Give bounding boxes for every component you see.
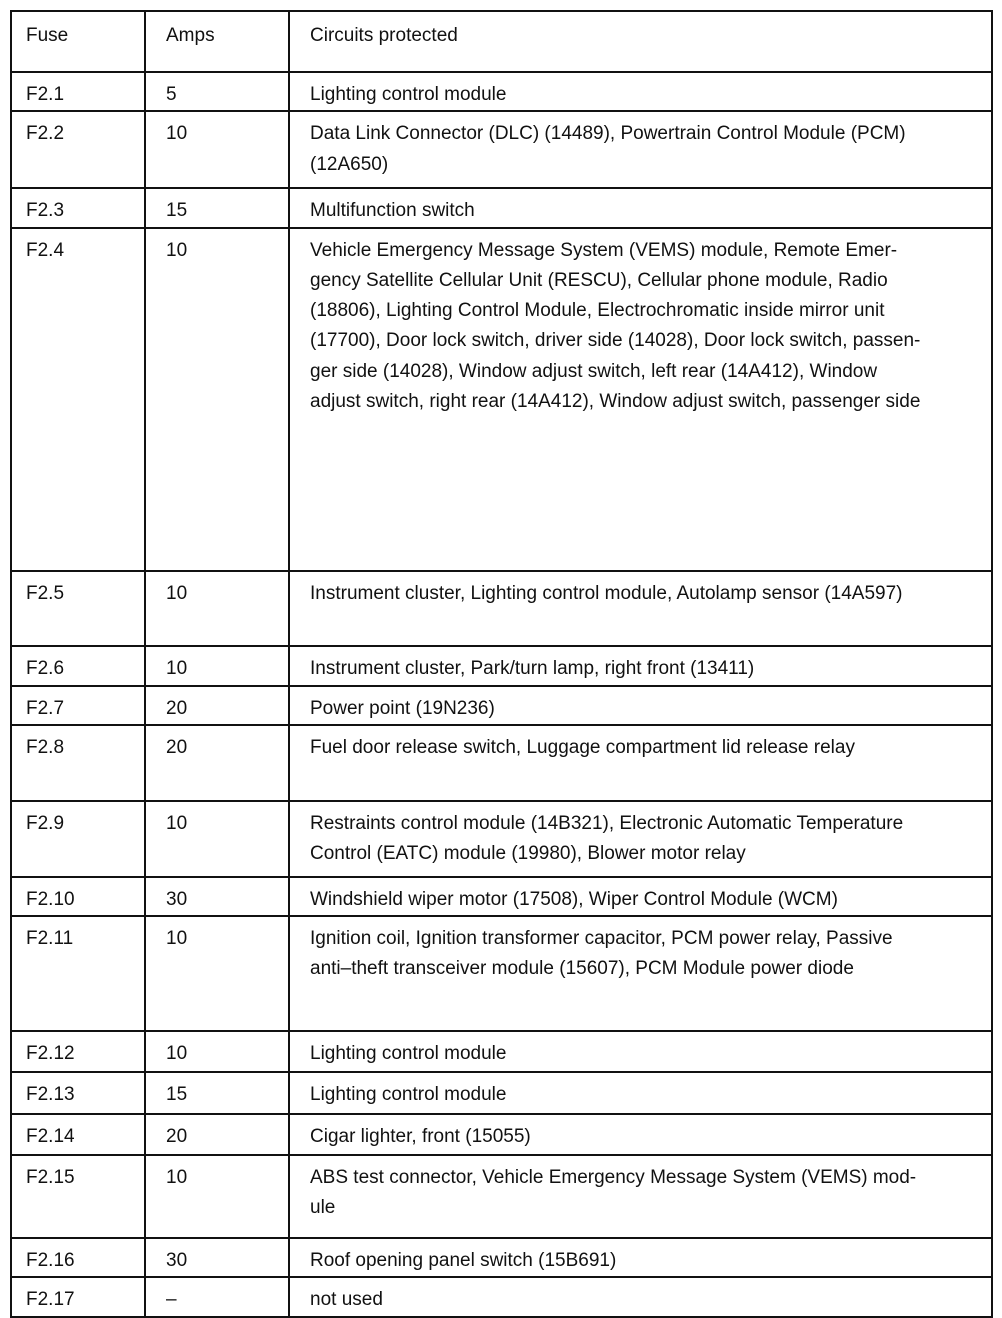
circuits-cell: not used bbox=[289, 1277, 992, 1316]
circuits-cell: Restraints control module (14B321), Electronic Automatic Temperature Control (EATC) module (19980), Blower motor relay bbox=[289, 801, 992, 877]
circuits-cell: ABS test connector, Vehicle Emergency Message System (VEMS) mod- ule bbox=[289, 1155, 992, 1238]
header-amps: Amps bbox=[145, 11, 289, 72]
amps-cell: 5 bbox=[145, 72, 289, 111]
circuits-cell: Instrument cluster, Park/turn lamp, right front (13411) bbox=[289, 646, 992, 686]
table-row bbox=[11, 1155, 992, 1238]
table-row bbox=[11, 725, 992, 801]
circuits-cell: Cigar lighter, front (15055) bbox=[289, 1114, 992, 1155]
circuits-cell: Data Link Connector (DLC) (14489), Powertrain Control Module (PCM) (12A650) bbox=[289, 111, 992, 188]
fuse-cell: F2.17 bbox=[11, 1277, 145, 1316]
table-row bbox=[11, 111, 992, 188]
table-row bbox=[11, 1238, 992, 1277]
amps-cell: 10 bbox=[145, 646, 289, 686]
fuse-cell: F2.16 bbox=[11, 1238, 145, 1277]
circuits-cell: Multifunction switch bbox=[289, 188, 992, 227]
table-row bbox=[11, 916, 992, 1031]
circuits-cell: Power point (19N236) bbox=[289, 686, 992, 725]
header-row bbox=[11, 11, 992, 72]
amps-cell: 20 bbox=[145, 725, 289, 801]
fuse-cell: F2.13 bbox=[11, 1072, 145, 1114]
circuits-cell: Lighting control module bbox=[289, 1072, 992, 1114]
fuse-cell: F2.9 bbox=[11, 801, 145, 877]
amps-cell: 10 bbox=[145, 916, 289, 1031]
amps-cell: 10 bbox=[145, 111, 289, 188]
fuse-cell: F2.7 bbox=[11, 686, 145, 725]
table-row bbox=[11, 801, 992, 877]
fuse-cell: F2.2 bbox=[11, 111, 145, 188]
amps-cell: 10 bbox=[145, 228, 289, 571]
table-row bbox=[11, 686, 992, 725]
amps-cell: 20 bbox=[145, 686, 289, 725]
table-row bbox=[11, 1114, 992, 1155]
fuse-cell: F2.15 bbox=[11, 1155, 145, 1238]
table-row bbox=[11, 188, 992, 227]
circuits-cell: Instrument cluster, Lighting control module, Autolamp sensor (14A597) bbox=[289, 571, 992, 646]
circuits-cell: Roof opening panel switch (15B691) bbox=[289, 1238, 992, 1277]
circuits-cell: Fuel door release switch, Luggage compartment lid release relay bbox=[289, 725, 992, 801]
fuse-table bbox=[10, 10, 993, 1318]
fuse-cell: F2.14 bbox=[11, 1114, 145, 1155]
amps-cell: 10 bbox=[145, 571, 289, 646]
table-row bbox=[11, 646, 992, 686]
amps-cell: 10 bbox=[145, 1031, 289, 1072]
amps-cell: 15 bbox=[145, 188, 289, 227]
fuse-cell: F2.8 bbox=[11, 725, 145, 801]
table-row bbox=[11, 1072, 992, 1114]
table-row bbox=[11, 1031, 992, 1072]
amps-cell: 15 bbox=[145, 1072, 289, 1114]
fuse-cell: F2.12 bbox=[11, 1031, 145, 1072]
amps-cell: 30 bbox=[145, 877, 289, 916]
fuse-cell: F2.3 bbox=[11, 188, 145, 227]
header-circuits: Circuits protected bbox=[289, 11, 992, 72]
fuse-cell: F2.11 bbox=[11, 916, 145, 1031]
fuse-cell: F2.1 bbox=[11, 72, 145, 111]
table-row bbox=[11, 877, 992, 916]
amps-cell: 20 bbox=[145, 1114, 289, 1155]
fuse-cell: F2.10 bbox=[11, 877, 145, 916]
table-row bbox=[11, 1277, 992, 1316]
amps-cell: 10 bbox=[145, 801, 289, 877]
circuits-cell: Lighting control module bbox=[289, 72, 992, 111]
circuits-cell: Windshield wiper motor (17508), Wiper Control Module (WCM) bbox=[289, 877, 992, 916]
circuits-cell: Lighting control module bbox=[289, 1031, 992, 1072]
circuits-cell: Ignition coil, Ignition transformer capacitor, PCM power relay, Passive anti–theft transceiver module (15607), PCM Module power diode bbox=[289, 916, 992, 1031]
fuse-cell: F2.4 bbox=[11, 228, 145, 571]
table-row bbox=[11, 72, 992, 111]
amps-cell: 30 bbox=[145, 1238, 289, 1277]
header-fuse: Fuse bbox=[11, 11, 145, 72]
fuse-cell: F2.6 bbox=[11, 646, 145, 686]
table-row bbox=[11, 571, 992, 646]
amps-cell: 10 bbox=[145, 1155, 289, 1238]
circuits-cell: Vehicle Emergency Message System (VEMS) module, Remote Emer- gency Satellite Cellular Unit (RESCU), Cellular phone module, Radio (18806), Lighting Control Module, Electrochromatic inside mirror unit (17700), Door lock switch, driver side (14028), Door lock switch, passen- ger side (14028), Window adjust switch, left rear (14A412), Window adjust switch, right rear (14A412), Window adjust switch, passenger side bbox=[289, 228, 992, 571]
amps-cell: – bbox=[145, 1277, 289, 1316]
table-row bbox=[11, 228, 992, 571]
fuse-cell: F2.5 bbox=[11, 571, 145, 646]
